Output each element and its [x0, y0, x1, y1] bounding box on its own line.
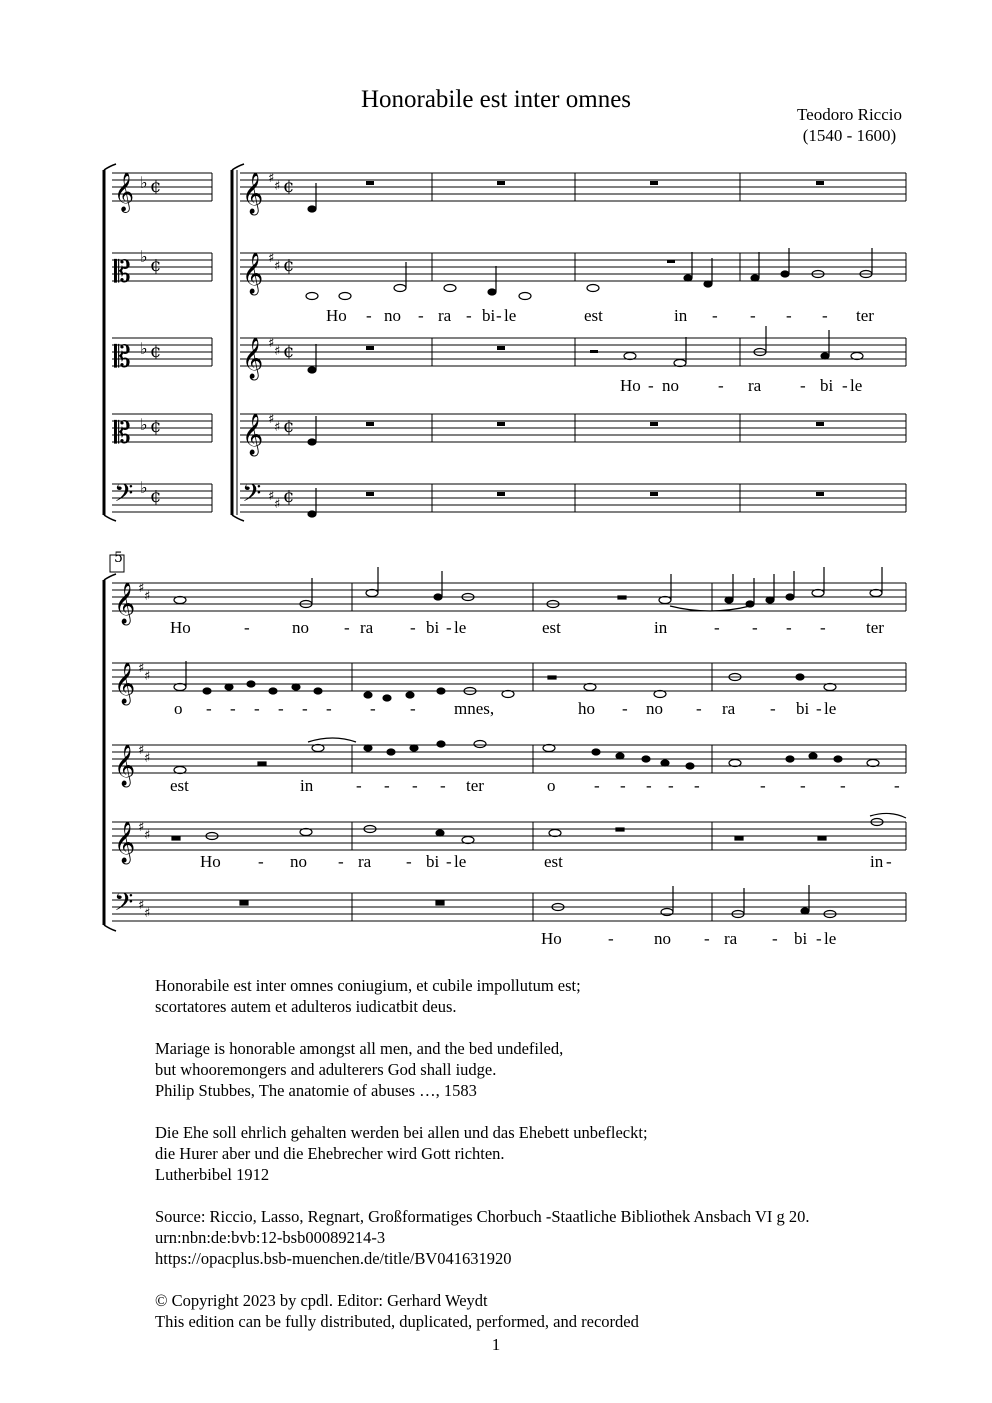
lyric: -	[772, 929, 778, 948]
text-notes	[155, 975, 810, 1332]
system-1	[104, 164, 906, 521]
svg-text:¢: ¢	[150, 416, 162, 437]
lyric: est	[544, 852, 563, 871]
lyric: ter	[866, 618, 884, 637]
system-1-lyrics	[326, 306, 874, 395]
system-2-notes	[172, 567, 906, 918]
lyric: -	[622, 699, 628, 718]
c-clef-icon: 𝄡	[114, 340, 131, 375]
note-line	[155, 1101, 810, 1122]
composer-dates: (1540 - 1600)	[802, 126, 897, 145]
svg-text:♯: ♯	[268, 251, 275, 266]
system-2-lyrics	[170, 618, 900, 948]
svg-text:¢: ¢	[150, 486, 162, 507]
svg-text:¢: ¢	[283, 255, 295, 276]
lyric: -	[620, 776, 626, 795]
lyric: -	[254, 699, 260, 718]
note-line	[155, 1185, 810, 1206]
lyric: Ho	[620, 376, 641, 395]
svg-text:♯: ♯	[144, 906, 151, 921]
treble-clef-icon: 𝄞	[114, 583, 136, 624]
svg-text:¢: ¢	[283, 416, 295, 437]
svg-text:¢: ¢	[150, 341, 162, 362]
page-number: 1	[491, 1335, 501, 1354]
note-line: urn:nbn:de:bvb:12-bsb00089214-3	[155, 1228, 386, 1247]
lyric: -	[278, 699, 284, 718]
lyric: -	[842, 376, 848, 395]
lyric: Ho	[200, 852, 221, 871]
lyric: -	[646, 776, 652, 795]
lyric: -	[822, 306, 828, 325]
lyric: -	[886, 852, 892, 871]
note-line: https://opacplus.bsb-muenchen.de/title/BV041631920	[155, 1249, 512, 1268]
lyric: est	[170, 776, 189, 795]
lyric: ra	[748, 376, 762, 395]
lyric: Ho	[326, 306, 347, 325]
note-line: scortatores autem et adulteros iudicatbit deus.	[155, 997, 457, 1016]
lyric: no	[290, 852, 307, 871]
lyric: -	[258, 852, 264, 871]
lyric: in	[654, 618, 668, 637]
svg-text:¢: ¢	[150, 255, 162, 276]
lyric: -	[820, 618, 826, 637]
lyric: -	[696, 699, 702, 718]
lyric: ho	[578, 699, 595, 718]
lyric: -	[410, 699, 416, 718]
note-line	[155, 1269, 810, 1290]
lyric: -	[356, 776, 362, 795]
lyric: -	[206, 699, 212, 718]
lyric: -	[816, 929, 822, 948]
lyric: -	[440, 776, 446, 795]
lyric: -	[668, 776, 674, 795]
lyric: le	[454, 852, 467, 871]
lyric: ra	[358, 852, 372, 871]
lyric: -	[816, 699, 822, 718]
lyric: o	[174, 699, 183, 718]
lyric: -	[786, 618, 792, 637]
lyric: no	[646, 699, 663, 718]
svg-text:♯: ♯	[144, 828, 151, 843]
main-clefs	[242, 171, 294, 514]
lyric: -	[894, 776, 900, 795]
note-line: die Hurer aber und die Ehebrecher wird Gott richten.	[155, 1144, 505, 1163]
lyric: -	[594, 776, 600, 795]
svg-text:¢: ¢	[283, 176, 295, 197]
lyric: Ho	[170, 618, 191, 637]
svg-text:♭: ♭	[140, 415, 148, 434]
note-line: Die Ehe soll ehrlich gehalten werden bei allen und das Ehebett unbefleckt;	[155, 1123, 648, 1142]
lyric: est	[584, 306, 603, 325]
treble-8-clef-icon: 𝄞	[242, 338, 264, 379]
lyric: -	[466, 306, 472, 325]
lyric: bi	[426, 618, 440, 637]
svg-text:♯: ♯	[138, 820, 145, 835]
lyric: in	[300, 776, 314, 795]
svg-text:♯: ♯	[138, 743, 145, 758]
treble-8-clef-icon: 𝄞	[114, 745, 136, 786]
lyric: -	[752, 618, 758, 637]
lyric: -	[244, 618, 250, 637]
lyric: -	[446, 852, 452, 871]
lyric: in	[674, 306, 688, 325]
lyric: Ho	[541, 929, 562, 948]
svg-text:♯: ♯	[144, 751, 151, 766]
lyric: ra	[722, 699, 736, 718]
svg-text:♯: ♯	[274, 344, 281, 359]
lyric: -	[712, 306, 718, 325]
bass-clef-icon: 𝄢	[114, 479, 134, 514]
c-clef-icon: 𝄡	[114, 255, 131, 290]
lyric: -	[800, 776, 806, 795]
lyric: no	[384, 306, 401, 325]
note-line	[155, 1017, 810, 1038]
incipit-clefs	[114, 172, 161, 514]
piece-title: Honorabile est inter omnes	[360, 86, 632, 113]
lyric: -	[446, 618, 452, 637]
system-2	[104, 555, 906, 931]
c-clef-icon: 𝄡	[114, 416, 131, 451]
lyric: -	[770, 699, 776, 718]
lyric: -	[718, 376, 724, 395]
lyric: le	[824, 699, 837, 718]
lyric: le	[504, 306, 517, 325]
svg-text:¢: ¢	[283, 486, 295, 507]
main-staves	[240, 173, 906, 512]
lyric: no	[292, 618, 309, 637]
lyric: -	[366, 306, 372, 325]
measure-number: 5	[114, 550, 123, 566]
lyric: le	[454, 618, 467, 637]
note-line: Mariage is honorable amongst all men, and the bed undefiled,	[155, 1039, 564, 1058]
system-1-notes	[306, 183, 872, 517]
svg-text:♯: ♯	[274, 259, 281, 274]
lyric: est	[542, 618, 561, 637]
lyric: -	[800, 376, 806, 395]
lyric: -	[750, 306, 756, 325]
svg-text:♭: ♭	[140, 478, 148, 497]
lyric: o	[547, 776, 556, 795]
lyric: ra	[724, 929, 738, 948]
svg-text:♭: ♭	[140, 247, 148, 266]
lyric: -	[786, 306, 792, 325]
bass-clef-icon: 𝄢	[114, 888, 134, 923]
lyric: ter	[856, 306, 874, 325]
lyric: -	[410, 618, 416, 637]
lyric: -	[648, 376, 654, 395]
lyric: -	[344, 618, 350, 637]
svg-text:♯: ♯	[138, 581, 145, 596]
svg-text:♯: ♯	[138, 898, 145, 913]
treble-clef-icon: 𝄞	[242, 173, 264, 214]
note-line: Philip Stubbes, The anatomie of abuses …, 1583	[155, 1081, 477, 1100]
svg-text:♯: ♯	[144, 589, 151, 604]
note-line: Source: Riccio, Lasso, Regnart, Großformatiges Chorbuch -Staatliche Bibliothek Ansbach VI g 20.	[155, 1207, 810, 1226]
lyric: -	[412, 776, 418, 795]
lyric: -	[840, 776, 846, 795]
note-line: This edition can be fully distributed, duplicated, performed, and recorded	[155, 1312, 639, 1331]
treble-clef-icon: 𝄞	[114, 172, 135, 212]
treble-clef-icon: 𝄞	[242, 253, 264, 294]
lyric: bi	[482, 306, 496, 325]
lyric: -	[418, 306, 424, 325]
lyric: -	[714, 618, 720, 637]
lyric: ra	[360, 618, 374, 637]
svg-text:♯: ♯	[268, 336, 275, 351]
svg-text:♭: ♭	[140, 339, 148, 358]
svg-text:♯: ♯	[274, 497, 281, 512]
svg-text:♯: ♯	[144, 669, 151, 684]
svg-text:¢: ¢	[150, 176, 162, 197]
lyric: -	[370, 699, 376, 718]
lyric: -	[704, 929, 710, 948]
lyric: le	[824, 929, 837, 948]
lyric: -	[230, 699, 236, 718]
system-2-clefs	[114, 550, 150, 923]
composer-name: Teodoro Riccio	[796, 105, 902, 124]
lyric: no	[662, 376, 679, 395]
svg-text:♭: ♭	[140, 173, 148, 192]
lyric: -	[496, 306, 502, 325]
svg-text:♯: ♯	[268, 171, 275, 186]
lyric: -	[326, 699, 332, 718]
treble-8-clef-icon: 𝄞	[114, 822, 136, 863]
bass-clef-icon: 𝄢	[242, 479, 262, 514]
lyric: -	[760, 776, 766, 795]
lyric: in	[870, 852, 884, 871]
lyric: -	[302, 699, 308, 718]
note-line: © Copyright 2023 by cpdl. Editor: Gerhard Weydt	[155, 1291, 488, 1310]
svg-text:♯: ♯	[274, 179, 281, 194]
svg-text:♯: ♯	[274, 420, 281, 435]
lyric: mnes,	[454, 699, 495, 718]
lyric: -	[608, 929, 614, 948]
lyric: ra	[438, 306, 452, 325]
svg-text:♯: ♯	[268, 489, 275, 504]
lyric: bi	[426, 852, 440, 871]
lyric: bi	[794, 929, 808, 948]
treble-clef-icon: 𝄞	[114, 663, 136, 704]
lyric: bi	[820, 376, 834, 395]
note-line: but whooremongers and adulterers God shall iudge.	[155, 1060, 497, 1079]
svg-text:♯: ♯	[268, 412, 275, 427]
lyric: le	[850, 376, 863, 395]
lyric: -	[384, 776, 390, 795]
lyric: -	[406, 852, 412, 871]
lyric: bi	[796, 699, 810, 718]
svg-text:♯: ♯	[138, 661, 145, 676]
lyric: ter	[466, 776, 484, 795]
lyric: -	[694, 776, 700, 795]
lyric: -	[338, 852, 344, 871]
note-line: Lutherbibel 1912	[155, 1165, 270, 1184]
lyric: no	[654, 929, 671, 948]
note-line: Honorabile est inter omnes coniugium, et cubile impollutum est;	[155, 976, 581, 995]
svg-text:¢: ¢	[283, 341, 295, 362]
treble-8-clef-icon: 𝄞	[242, 414, 264, 455]
